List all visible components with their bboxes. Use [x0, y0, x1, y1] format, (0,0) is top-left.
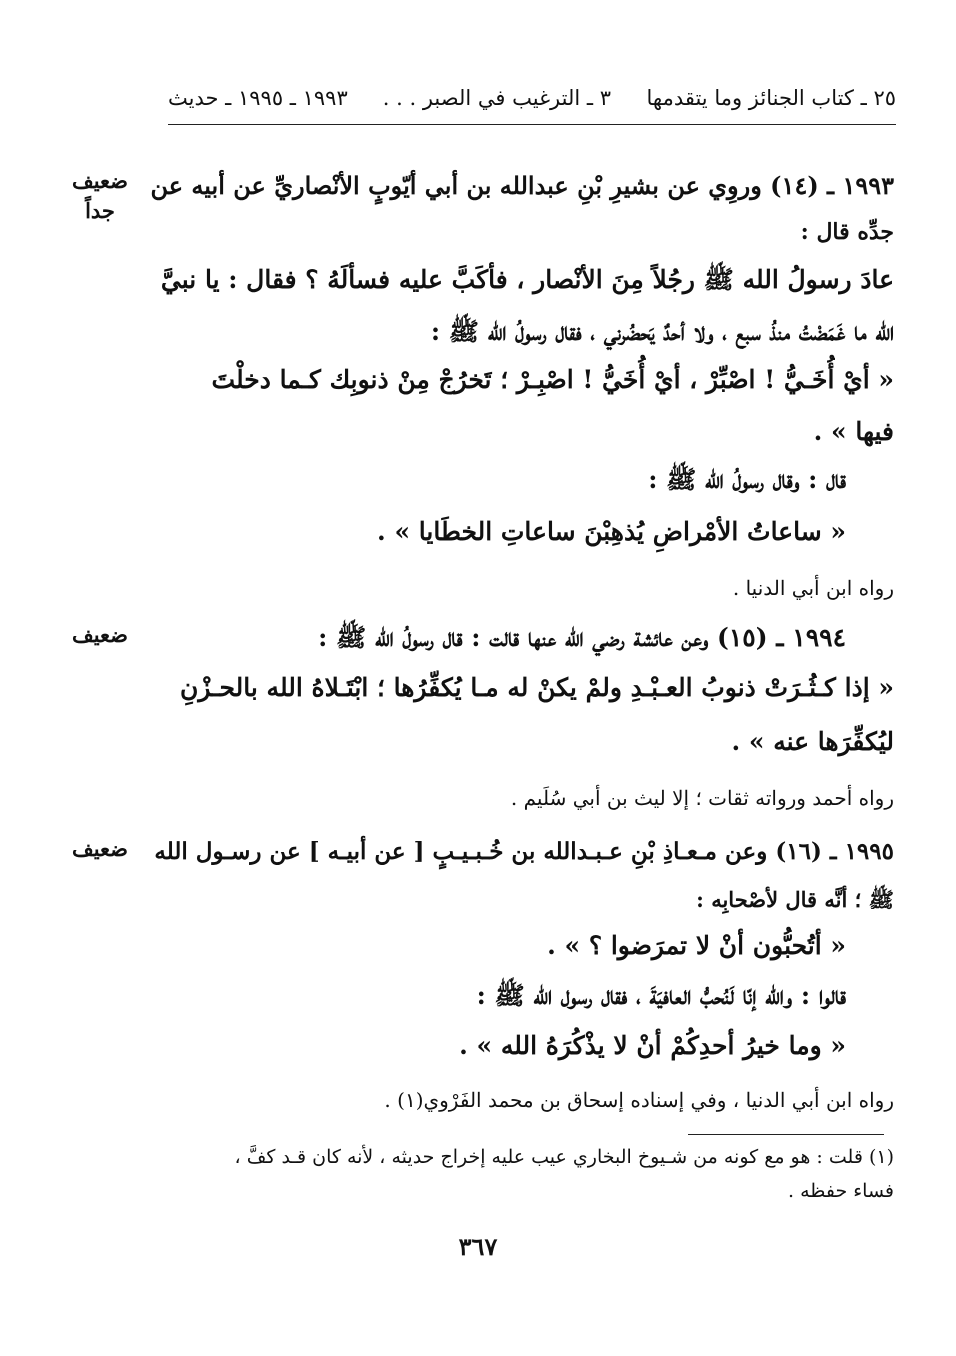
hadith-1993-line-7: قال : وقال رسولُ الله ﷺ : — [648, 465, 846, 494]
hadith-1995-line-5: « وما خيرُ أحدِكُمْ أنْ لا يذْكُرَهُ الله » . — [459, 1031, 846, 1060]
hadith-1993-line-5: « أيْ أُخَـيُّ ! اصْبِّرْ ، أيْ أُخَيُّ ! اصْبِـرْ ؛ تَخرُجْ مِنْ ذنوبِك كـما دخلْتَ — [211, 365, 894, 394]
grade-label: ضعيف جداً — [71, 168, 129, 223]
hadith-1995-line-1: ١٩٩٥ ـ (١٦) وعن مـعـاذِ بْنِ عـبـدالله بن خُـبـيـبٍ [ عن أبيـه ] عن رسـول الله — [154, 838, 894, 865]
footnote-divider — [688, 1134, 884, 1135]
footnote-line-2: فساء حفظه . — [787, 1180, 894, 1202]
footnote-line-1: (١) قلت : هو مع كونه من شـيوخ البخاري عيب عليه إخراج حديثه ، لأنه كان قـد كفَّ ، — [234, 1146, 894, 1168]
running-head — [168, 86, 896, 120]
page-number: ٣٦٧ — [458, 1232, 498, 1261]
hadith-1993-line-3: عادَ رسولُ الله ﷺ رجُلاً مِنَ الأنْصار ، فأكَبَّ عليه فسألَهُ ؟ فقال : يا نبيَّ — [160, 265, 894, 294]
hadith-1995-line-2: ﷺ ؛ أنَّه قال لأصْحابِه : — [696, 887, 894, 912]
section-title: ٣ ـ الترغيب في الصبر . . . — [382, 86, 611, 110]
hadith-1993-line-4: الله ما غَمَضْتُ منذُ سبع ، ولا أحدٌ يَحضُرني ، فقال رسولُ الله ﷺ : — [430, 317, 894, 346]
hadith-1994-line-2: « إذا كـثُـرَتْ ذنوبُ العـبْـدِ ولمْ يكنْ له مـا يُكفِّرُها ؛ ابْتَـلاهُ الله بالحـزْنِ — [180, 673, 894, 702]
hadith-1995-source: رواه ابن أبي الدنيا ، وفي إسناده إسحاق بن محمد الفَرْوي(١) . — [384, 1088, 894, 1112]
hadith-1994-source: رواه أحمد ورواته ثقات ؛ إلا ليث بن أبي سُلَيم . — [510, 786, 894, 810]
hadith-range: ١٩٩٣ ـ ١٩٩٥ ـ حديث — [168, 86, 348, 110]
hadith-1995-line-3: « أتُحبُّون أنْ لا تمرَضوا ؟ » . — [547, 931, 846, 960]
hadith-1993-line-6: فيها » . — [813, 417, 894, 446]
hadith-1993-line-2: جدِّه قال : — [800, 219, 894, 245]
hadith-1994-line-1: ١٩٩٤ ـ (١٥) وعن عائشة رضي الله عنها قالت : قال رسولُ الله ﷺ : — [318, 623, 846, 652]
chapter-title: ٢٥ ـ كتاب الجنائز وما يتقدمها — [646, 86, 896, 110]
hadith-1993-line-1: ١٩٩٣ ـ (١٤) وروِي عن بشيرِ بْنِ عبدالله بن أبي أيّوبٍ الأنْصاريِّ عن أبيه عن — [150, 171, 894, 200]
hadith-1993-line-8: « ساعاتُ الأمْراضِ يُذهِبْنَ ساعاتِ الخطَايا » . — [377, 517, 846, 546]
grade-label: ضعيف — [71, 836, 129, 861]
hadith-1993-source: رواه ابن أبي الدنيا . — [732, 576, 894, 600]
hadith-1994-line-3: ليُكفِّرَها عنه » . — [731, 727, 894, 756]
grade-label: ضعيف — [71, 622, 129, 647]
hadith-1995-line-4: قالوا : والله إنّا لَنُحبُّ العافيَةَ ، فقال رسول الله ﷺ : — [476, 981, 846, 1010]
header-divider — [168, 124, 896, 125]
